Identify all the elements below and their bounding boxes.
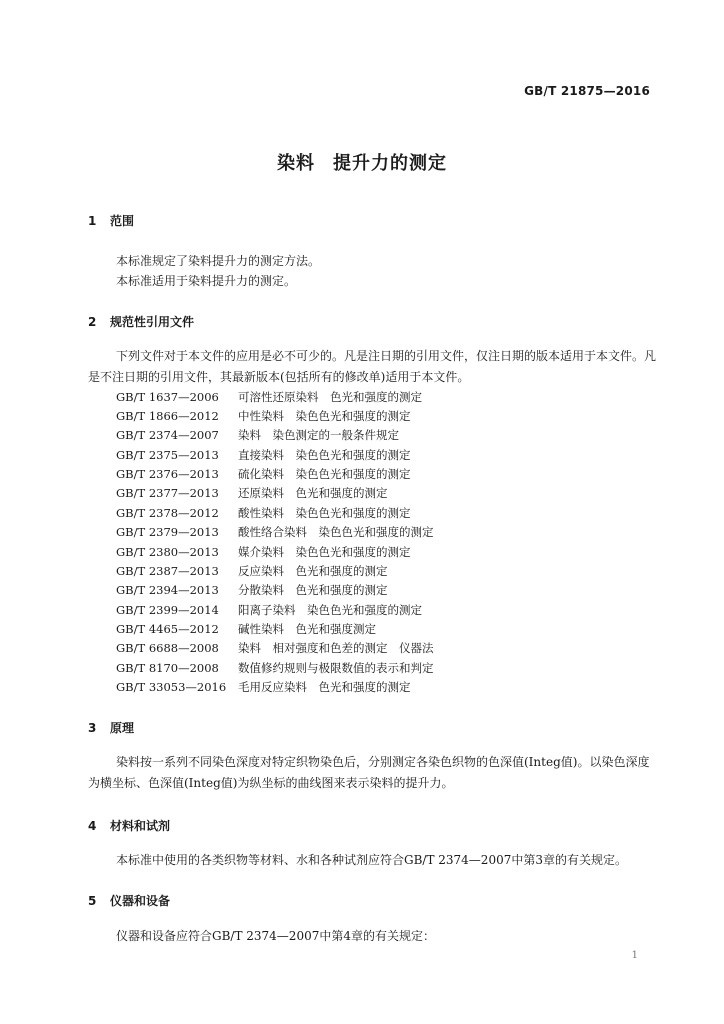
reference-code: GB/T 1637—2006 xyxy=(116,390,219,404)
materials-text: 本标准中使用的各类织物等材料、水和各种试剂应符合GB/T 2374—2007中第3章的有关规定。 xyxy=(116,853,627,867)
document-title xyxy=(0,149,724,175)
principle-text: 染料按一系列不同染色深度对特定织物染色后，分别测定各染色织物的色深值(Integ值)。以染色深度为横坐标、色深值(Integ值)为纵坐标的曲线图来表示染料的提升力。 xyxy=(88,755,650,790)
reference-title: 酸性络合染料 染色色光和强度的测定 xyxy=(238,525,434,539)
section-heading-principle xyxy=(88,719,134,736)
reference-item xyxy=(116,660,434,676)
reference-title: 染料 染色测定的一般条件规定 xyxy=(238,428,399,442)
reference-code: GB/T 2374—2007 xyxy=(116,428,219,442)
reference-code: GB/T 2375—2013 xyxy=(116,448,219,462)
reference-code: GB/T 33053—2016 xyxy=(116,680,227,694)
reference-title: 媒介染料 染色色光和强度的测定 xyxy=(238,545,411,559)
section-heading-materials xyxy=(88,817,170,834)
reference-code: GB/T 2378—2012 xyxy=(116,506,219,520)
reference-item xyxy=(116,485,388,501)
apparatus-text: 仪器和设备应符合GB/T 2374—2007中第4章的有关规定： xyxy=(116,929,435,943)
page-number: 1 xyxy=(631,950,638,961)
reference-title: 酸性染料 染色色光和强度的测定 xyxy=(238,506,411,520)
reference-code: GB/T 4465—2012 xyxy=(116,622,219,636)
section-heading-normative xyxy=(88,313,194,330)
reference-code: GB/T 1866—2012 xyxy=(116,409,219,423)
reference-code: GB/T 2394—2013 xyxy=(116,583,219,597)
reference-title: 染料 相对强度和色差的测定 仪器法 xyxy=(238,641,434,655)
reference-item xyxy=(116,679,411,695)
title-part-2: 提升力的测定 xyxy=(333,153,447,174)
reference-item xyxy=(116,389,422,405)
section-number: 1 xyxy=(88,214,97,228)
scope-line-1: 本标准规定了染料提升力的测定方法。 xyxy=(116,254,321,268)
reference-item xyxy=(116,640,434,656)
normative-intro: 下列文件对于本文件的应用是必不可少的。凡是注日期的引用文件，仅注日期的版本适用于本文件。凡是不注日期的引用文件，其最新版本(包括所有的修改单)适用于本文件。 xyxy=(88,349,657,384)
reference-item xyxy=(116,447,411,463)
reference-title: 中性染料 染色色光和强度的测定 xyxy=(238,409,411,423)
section-heading-scope xyxy=(88,212,134,229)
reference-item xyxy=(116,563,388,579)
reference-item xyxy=(116,427,399,443)
reference-code: GB/T 8170—2008 xyxy=(116,661,219,675)
reference-item xyxy=(116,524,434,540)
reference-title: 直接染料 染色色光和强度的测定 xyxy=(238,448,411,462)
section-title: 仪器和设备 xyxy=(110,894,171,908)
section-number: 3 xyxy=(88,721,97,735)
section-title: 范围 xyxy=(110,214,135,228)
reference-code: GB/T 2399—2014 xyxy=(116,603,219,617)
reference-title: 数值修约规则与极限数值的表示和判定 xyxy=(238,661,434,675)
section-title: 材料和试剂 xyxy=(110,819,171,833)
reference-code: GB/T 2376—2013 xyxy=(116,467,219,481)
reference-item xyxy=(116,621,376,637)
reference-title: 可溶性还原染料 色光和强度的测定 xyxy=(238,390,422,404)
reference-code: GB/T 6688—2008 xyxy=(116,641,219,655)
section-number: 4 xyxy=(88,819,97,833)
reference-title: 碱性染料 色光和强度测定 xyxy=(238,622,376,636)
reference-code: GB/T 2379—2013 xyxy=(116,525,219,539)
title-part-1: 染料 xyxy=(277,153,315,174)
reference-code: GB/T 2380—2013 xyxy=(116,545,219,559)
section-heading-apparatus xyxy=(88,892,170,909)
reference-item xyxy=(116,466,411,482)
section-number: 5 xyxy=(88,894,97,908)
reference-title: 分散染料 色光和强度的测定 xyxy=(238,583,388,597)
reference-title: 毛用反应染料 色光和强度的测定 xyxy=(238,680,411,694)
reference-item xyxy=(116,582,388,598)
section-number: 2 xyxy=(88,315,97,329)
section-title: 原理 xyxy=(110,721,135,735)
reference-item xyxy=(116,505,411,521)
reference-item xyxy=(116,544,411,560)
reference-title: 还原染料 色光和强度的测定 xyxy=(238,486,388,500)
scope-line-2: 本标准适用于染料提升力的测定。 xyxy=(116,274,297,288)
reference-title: 阳离子染料 染色色光和强度的测定 xyxy=(238,603,422,617)
reference-title: 反应染料 色光和强度的测定 xyxy=(238,564,388,578)
reference-item xyxy=(116,602,422,618)
standard-code: GB/T 21875—2016 xyxy=(524,84,650,98)
reference-code: GB/T 2377—2013 xyxy=(116,486,219,500)
reference-code: GB/T 2387—2013 xyxy=(116,564,219,578)
section-title: 规范性引用文件 xyxy=(110,315,195,329)
reference-title: 硫化染料 染色色光和强度的测定 xyxy=(238,467,411,481)
reference-item xyxy=(116,408,411,424)
